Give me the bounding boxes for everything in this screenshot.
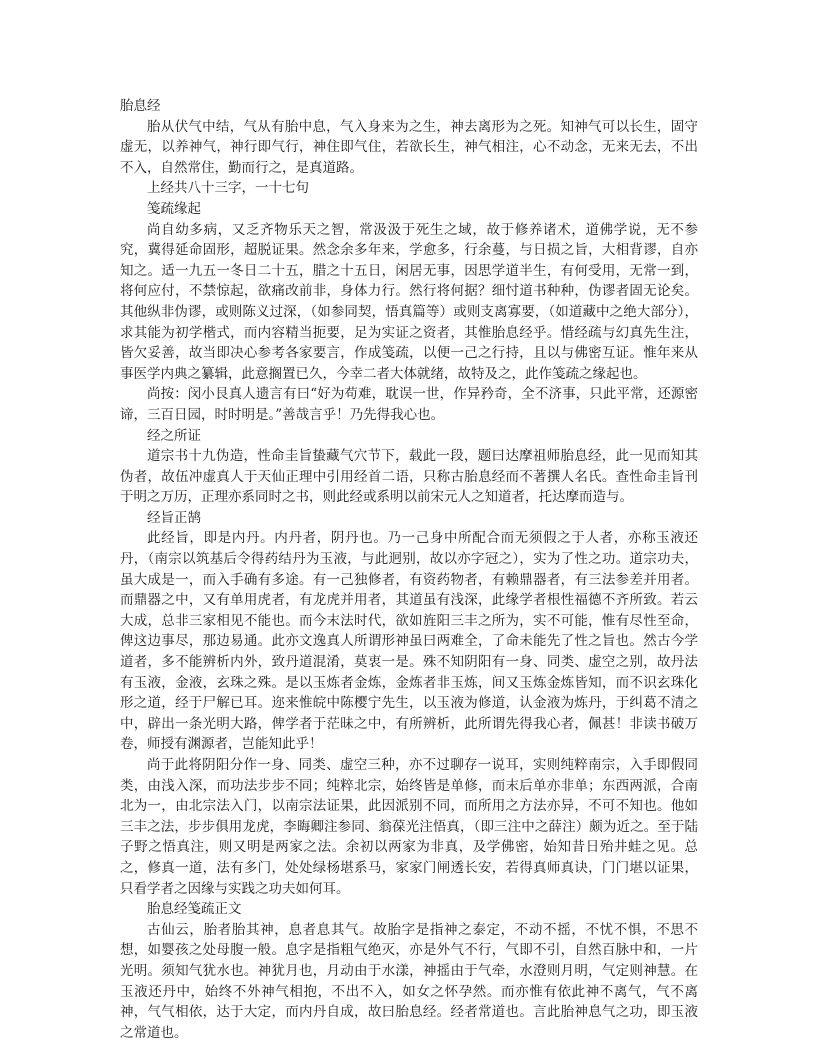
document-title: 胎息经 [120,98,161,114]
paragraph-origin: 尚自幼多病，又乏齐物乐天之智，常汲汲于死生之域，故于修养诸术，道佛学说，无不参究，冀得延命固形，超脱证果。然念余多年来，学愈多，行余蔓，与日损之旨，大相背谬，自亦知之。适一九五一冬日二十五，腊之十五日，闲居无事，因思学道半生，有何受用，无常一到，将何应付，不禁惊起，欲痛改前非，身体力行。然行将何据？细忖道书种种，伪谬者固无论矣。其他纵非伪谬，或则陈义过深，（如参同契，悟真篇等）或则支离寡要，（如道藏中之绝大部分），求其能为初学楷式，而内容精当扼要，足为实证之资者，其惟胎息经乎。惜经疏与幻真先生注，皆欠妥善，故当即决心参考各家要言，作成笺疏，以便一己之行持，且以与佛密互证。惟年来从事医学内典之纂辑，此意搁置已久，今幸二者大体就绪，故特及之，此作笺疏之缘起也。 [120,221,698,382]
paragraph-note: 尚按：闵小艮真人遗言有曰“好为苟难，耽误一世，作异矜奇，全不济事，只此平常，还源密谛，三百日园，时时明是。”善哉言乎！乃先得我心也。 [120,386,698,423]
paragraph-main-purpose-2: 尚于此将阴阳分作一身、同类、虚空三种，亦不过聊存一说耳，实则纯粹南宗，入手即假同类，由浅入深，而功法步步不同；纯粹北宗，始终皆是单修，而末后单亦非单；东西两派，合南北为一，由北宗法入门，以南宗法证果，此因派别不同，而所用之方法亦异，不可不知也。他如三丰之法，步步俱用龙虎，李晦卿注参同、翁葆光注悟真，（即三注中之薛注）颇为近之。至于陆子野之悟真注，则又明是两家之法。余初以两家为非真，及学佛密，始知昔日殆井蛙之见。总之，修真一道，法有多门，处处绿杨堪系马，家家门闸透长安，若得真师真诀，门门堪以证果，只看学者之因缘与实践之功夫如何耳。 [120,757,698,897]
heading-main-purpose: 经旨正鹄 [147,509,201,526]
sutra-text: 胎从伏气中结，气从有胎中息，气入身来为之生，神去离形为之死。知神气可以长生，固守虚无，以养神气，神行即气行，神住即气住，若欲长生，神气相注，心不动念，无来无去，不出不入，自然常住，勤而行之，是真道路。 [120,118,698,176]
document-body [120,117,698,1044]
paragraph-provenance: 道宗书十九伪造，性命圭旨蛰藏气穴节下，载此一段，题曰达摩祖师胎息经，此一见而知其伪者，故伍冲虚真人于天仙正理中引用经首二语，只称古胎息经而不著撰人名氏。查性命圭旨刊于明之万历，正理亦系同时之书，则此经或系明以前宋元人之知道者，托达摩而造与。 [120,448,698,506]
heading-origin: 笺疏缘起 [147,200,201,217]
paragraph-commentary: 古仙云，胎者胎其神，息者息其气。故胎字是指神之泰定，不动不摇，不忧不惧，不思不想，如婴孩之处母腹一般。息字是指粗气绝灭，亦是外气不行，气即不引，自然百脉中和，一片光明。须知气犹水也。神犹月也，月动由于水漾，神摇由于气牵，水澄则月明，气定则神慧。在玉液还丹中，始终不外神气相抱，不出不入，如女之怀孕然。而亦惟有依此神不离气，气不离神，气气相依，达于大定，而内丹自成，故曰胎息经。经者常道也。言此胎神息气之功，即玉液之常道也。 [120,921,698,1041]
sutra-count-note: 上经共八十三字，一十七句 [147,180,309,197]
paragraph-main-purpose-1: 此经旨，即是内丹。内丹者，阴丹也。乃一己身中所配合而无须假之于人者，亦称玉液还丹，（南宗以筑基后令得药结丹为玉液，与此迥别，故以亦字冠之），实为了性之功。道宗功夫，虽大成是一，而入手确有多途。有一己独修者，有资药物者，有赖鼎器者，有三法参差并用者。而鼎器之中，又有单用虎者，有龙虎并用者，其道虽有浅深，此缘学者根性福德不齐所致。若云大成，总非三家相见不能也。而今末法时代，欲如旌阳三丰之所为，实不可能，惟有尽性至命，俾这边事尽，那边易通。此亦文逸真人所谓形神虽曰两难全，了命未能先了性之旨也。然古今学道者，多不能辨析内外，致丹道混淆，莫衷一是。殊不知阴阳有一身、同类、虚空之别，故丹法有玉液，金液，玄珠之殊。是以玉炼者金炼，金炼者非玉炼，间又玉炼金炼皆知，而不识玄珠化形之道，经于尸解已耳。迩来惟皖中陈樱宁先生，以玉液为修道，认金液为炼丹，于纠葛不清之中，辟出一条光明大路，俾学者于茫昧之中，有所辨析，此所谓先得我心者，佩甚！非读书破万卷，师授有渊源者，岂能知此乎！ [120,530,698,753]
heading-commentary: 胎息经笺疏正文 [147,901,242,918]
heading-provenance: 经之所证 [147,427,201,444]
